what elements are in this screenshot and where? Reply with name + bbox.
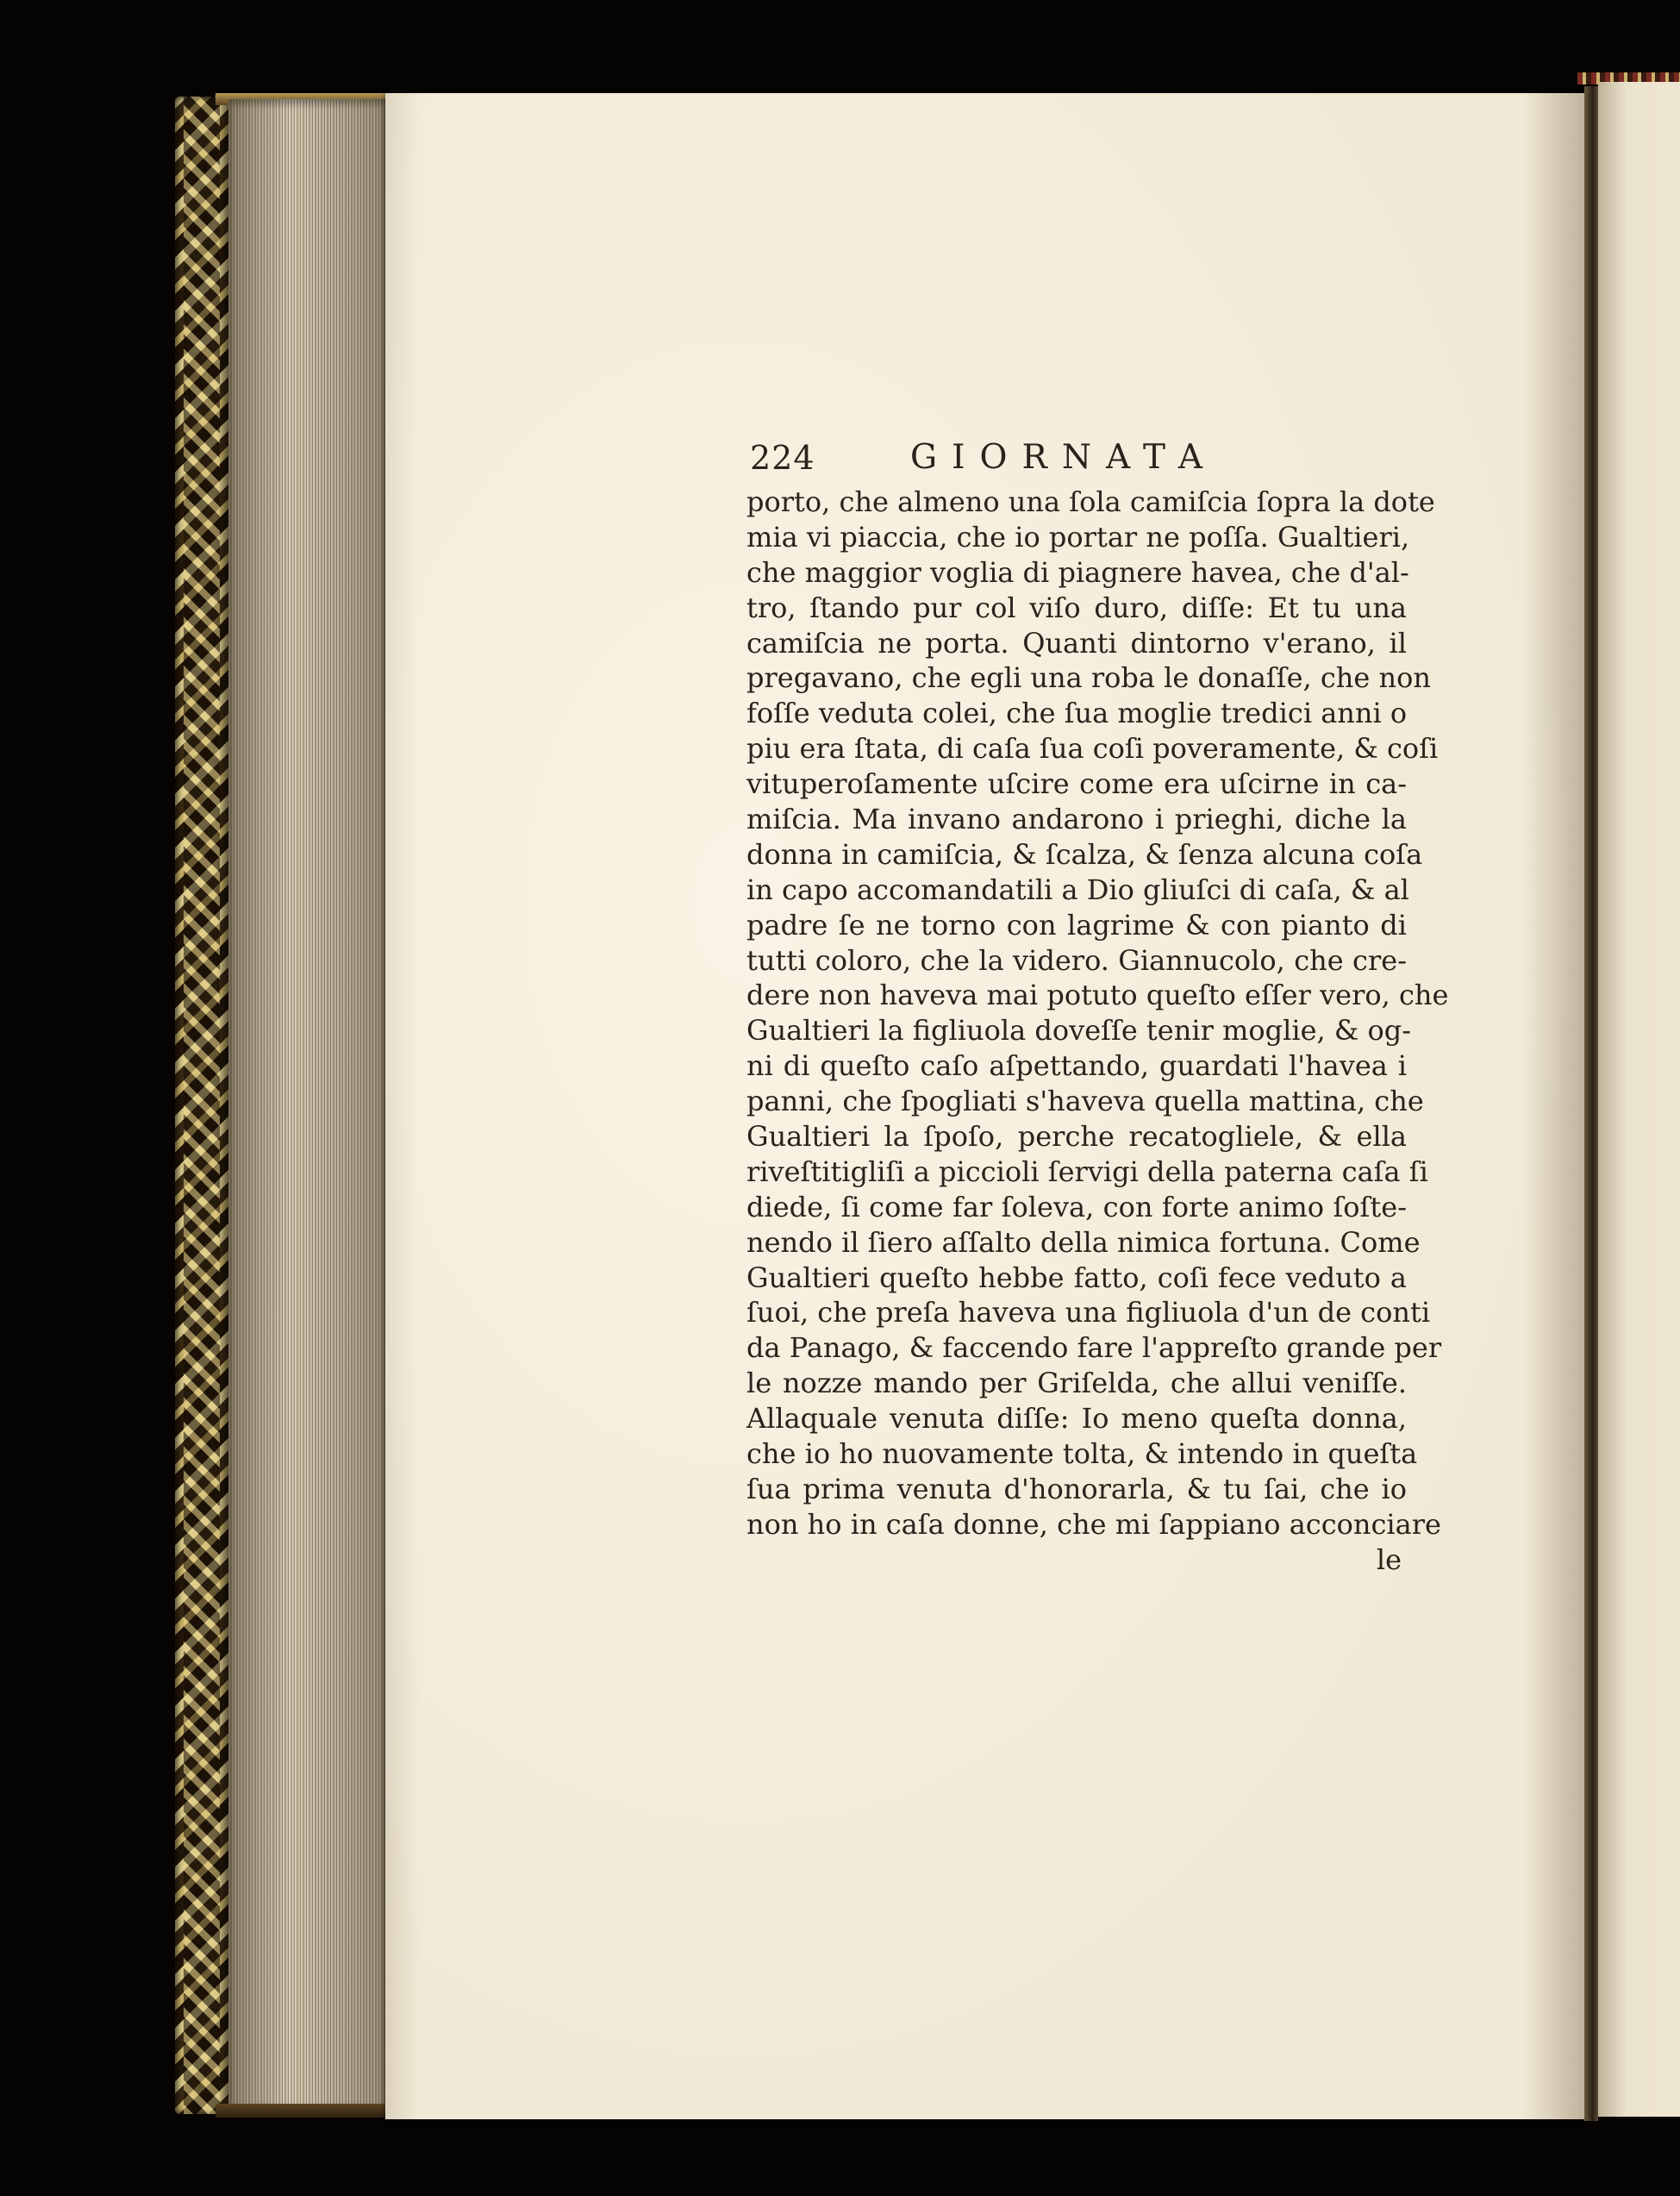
gilt-tooling-pattern xyxy=(184,97,220,2114)
text-line: foſſe veduta colei, che ſua moglie tredici anni o xyxy=(746,697,1408,730)
text-line: nendo il ſiero aſſalto della nimica fortuna. Come xyxy=(746,1225,1421,1259)
text-line: non ho in caſa donne, che mi ſappiano acconciare xyxy=(746,1507,1441,1541)
book-spine xyxy=(175,97,228,2114)
cover-bottom-edge xyxy=(215,2104,397,2118)
facing-page xyxy=(1598,82,1680,2117)
text-line: Gualtieri la figliuola doveſſe tenir moglie, & og- xyxy=(746,1014,1412,1048)
text-line: Allaquale venuta diſſe: Io meno queſta donna, xyxy=(746,1402,1407,1436)
text-line: miſcia. Ma invano andarono i prieghi, diche la xyxy=(746,803,1407,836)
text-line: dere non haveva mai potuto queſto eſſer vero, che xyxy=(746,979,1449,1012)
book-gutter xyxy=(1584,86,1598,2121)
text-line: porto, che almeno una ſola camiſcia ſopra la dote xyxy=(746,485,1435,518)
text-line: riveſtitigliſi a piccioli ſervigi della paterna caſa ſi xyxy=(746,1154,1428,1188)
catchword: le xyxy=(1376,1542,1402,1576)
text-line: tutti coloro, che la videro. Giannucolo, che cre- xyxy=(746,943,1407,977)
text-line: ſua prima venuta d'honorarla, & tu ſai, che io xyxy=(746,1472,1407,1505)
text-line: che maggior voglia di piagnere havea, che d'al- xyxy=(746,555,1409,589)
text-line: tro, ſtando pur col viſo duro, diſſe: Et tu una xyxy=(746,591,1407,624)
body-text xyxy=(746,485,1449,1542)
text-line: da Panago, & faccendo fare l'appreſto grande per xyxy=(746,1331,1442,1365)
text-line: le nozze mando per Griſelda, che allui veniſſe. xyxy=(746,1367,1407,1400)
text-line: vituperoſamente uſcire come era uſcirne in ca- xyxy=(746,767,1407,801)
text-line: pregavano, che egli una roba le donaſſe, che non xyxy=(746,661,1431,695)
text-line: ſuoi, che preſa haveva una figliuola d'un de conti xyxy=(746,1296,1431,1329)
running-head-title: GIORNATA xyxy=(910,438,1218,477)
page-number: 224 xyxy=(750,439,815,477)
text-line: panni, che ſpogliati s'haveva quella mattina, che xyxy=(746,1085,1424,1118)
text-line: ni di queſto caſo aſpettando, guardati l'havea i xyxy=(746,1049,1407,1083)
page-block-edges xyxy=(228,99,385,2112)
text-line: diede, ſi come far ſoleva, con forte animo ſoſte- xyxy=(746,1190,1407,1223)
text-line: in capo accomandatili a Dio gliuſci di caſa, & al xyxy=(746,873,1409,906)
text-block xyxy=(746,431,1449,1577)
text-line: donna in camiſcia, & ſcalza, & ſenza alcuna coſa xyxy=(746,837,1423,871)
text-line: mia vi piaccia, che io portar ne poſſa. Gualtieri, xyxy=(746,520,1410,554)
text-line: Gualtieri queſto hebbe fatto, coſi fece veduto a xyxy=(746,1261,1407,1294)
text-line: Gualtieri la ſpoſo, perche recatogliele, & ella xyxy=(746,1120,1407,1154)
text-line: piu era ſtata, di caſa ſua coſi poveramente, & coſi xyxy=(746,732,1439,766)
text-line: camiſcia ne porta. Quanti dintorno v'erano, il xyxy=(746,626,1407,660)
text-line: padre ſe ne torno con lagrime & con pianto di xyxy=(746,908,1407,942)
text-line: che io ho nuovamente tolta, & intendo in queſta xyxy=(746,1437,1418,1471)
running-head xyxy=(746,431,1407,485)
